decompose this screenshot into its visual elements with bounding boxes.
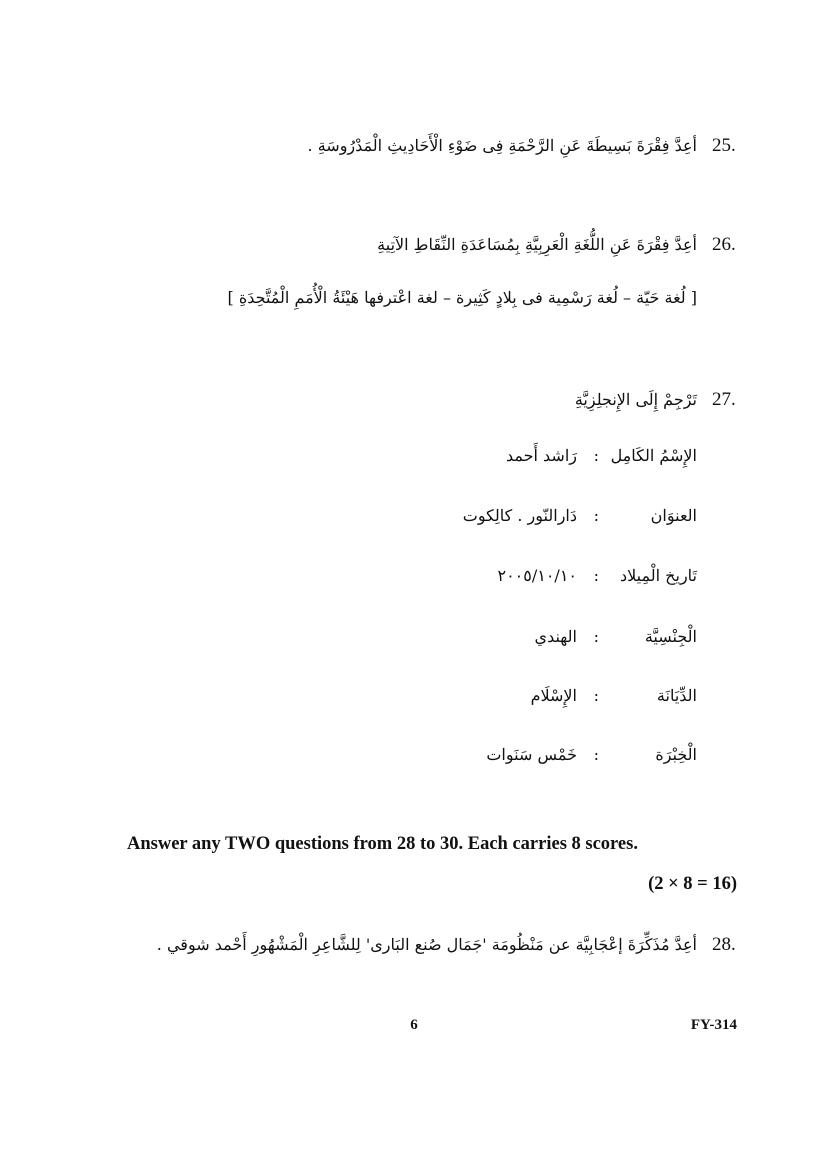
page-number: 6: [410, 1017, 418, 1033]
row-value: الإِسْلَام: [530, 686, 577, 705]
row-label: تَاريخ الْمِيلاد: [620, 566, 697, 585]
question-26-points: [ لُغة حَيّة – لُغة رَسْمِية فى بِلادٍ كَثِيرة – لغة اعْترفها هَيْئَةُ الْأُمَمِ الْمُتَّحِدَةِ ]: [227, 288, 697, 307]
question-27-text: تَرْجِمْ إِلَى الإِنجلِزِيَّةِ: [574, 390, 697, 409]
row-label: الدِّيَانَة: [656, 686, 697, 705]
row-colon: :: [593, 627, 599, 646]
question-26-number: 26.: [712, 234, 736, 255]
row-value: الهندي: [534, 627, 577, 646]
row-label: الْخِبْرَة: [655, 745, 697, 764]
question-27-number: 27.: [712, 389, 736, 410]
translation-row-birthdate: [397, 566, 697, 592]
question-25-number: 25.: [712, 135, 736, 156]
row-value: رَاشد أَحمد: [505, 446, 577, 465]
translation-row-religion: [397, 686, 697, 712]
row-colon: :: [593, 686, 599, 705]
row-colon: :: [593, 506, 599, 525]
row-label: الْجِنْسِيَّة: [644, 627, 697, 646]
question-28-text: أعِدَّ مُذَكِّرَةَ إعْجَابِيَّة عن مَنْظُومَة 'جَمَال صُنع البَارى' لِلشَّاعِرِ الْمَشْهُورِ أَحْمد شوقي .: [156, 935, 697, 954]
section-scores: (2 × 8 = 16): [648, 874, 737, 894]
row-colon: :: [593, 566, 599, 585]
translation-row-address: [397, 506, 697, 532]
section-instruction: Answer any TWO questions from 28 to 30. Each carries 8 scores.: [127, 834, 638, 854]
question-28-number: 28.: [712, 934, 736, 955]
translation-row-name: [397, 446, 697, 472]
translation-row-experience: [397, 745, 697, 771]
paper-code: FY-314: [690, 1017, 737, 1033]
row-value: دَارالنّور . كالِكوت: [462, 506, 577, 525]
row-colon: :: [593, 446, 599, 465]
row-value: خَمْس سَنَوات: [486, 745, 577, 764]
row-value: ٢٠٠٥/١٠/١٠: [497, 566, 577, 585]
row-colon: :: [593, 745, 599, 764]
row-label: الإِسْمُ الكَامِل: [610, 446, 697, 465]
question-26-text: أعِدَّ فِقْرَةَ عَنِ اللُّغَةِ الْعَرِبِيَّةِ بِمُسَاعَدَةِ النِّقَاطِ الآتِيةِ: [377, 235, 697, 254]
question-25-text: أعِدَّ فِقْرَةَ بَسِيطَةَ عَنِ الرَّحْمَةِ فِى ضَوْءِ الْأَحَادِيثِ الْمَدْرُوسَةِ .: [307, 136, 697, 155]
translation-row-nationality: [397, 627, 697, 653]
row-label: العنوَان: [650, 506, 697, 525]
